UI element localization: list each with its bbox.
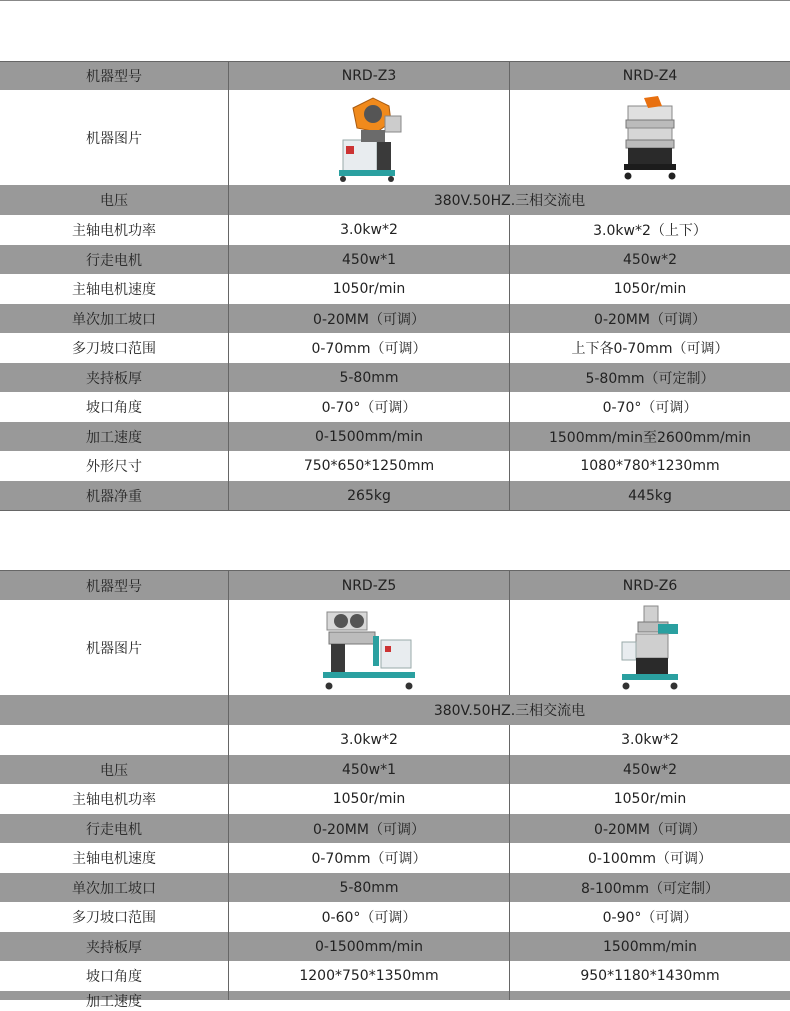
machine-z3-image	[333, 92, 405, 184]
spec-value: 0-70mm（可调）	[229, 843, 510, 873]
row-label-empty	[0, 695, 229, 725]
spec-row	[0, 333, 790, 363]
spec-row	[0, 422, 790, 451]
spec-value: 950*1180*1430mm	[580, 968, 720, 984]
spec-value: 750*650*1250mm	[229, 451, 510, 481]
spec-value: 1200*750*1350mm	[229, 961, 510, 991]
spec-row	[0, 363, 790, 392]
spec-value: 1050r/min	[613, 281, 687, 297]
machine-image-cell	[510, 90, 790, 185]
spec-row	[0, 451, 790, 481]
spec-row	[0, 843, 790, 873]
row-label: 坡口角度	[0, 961, 229, 991]
spec-value-cut	[510, 991, 790, 1000]
row-label: 单次加工坡口	[0, 873, 229, 902]
spec-value: 265kg	[229, 481, 510, 510]
spec-value: 0-70mm（可调）	[229, 333, 510, 363]
spec-value: 1050r/min	[229, 274, 510, 304]
spec-value: 3.0kw*2（上下）	[593, 223, 707, 239]
row-label: 多刀坡口范围	[0, 333, 229, 363]
machine-image-cell	[510, 600, 790, 695]
voltage-row	[0, 695, 790, 725]
model-name: NRD-Z5	[229, 571, 510, 600]
spec-row	[0, 481, 790, 510]
machine-z5-image	[319, 602, 419, 694]
spec-row	[0, 902, 790, 932]
row-label: 主轴电机速度	[0, 843, 229, 873]
row-label: 外形尺寸	[0, 451, 229, 481]
spec-row	[0, 725, 790, 755]
spec-row	[0, 784, 790, 814]
header-label: 机器型号	[0, 571, 229, 600]
row-label: 行走电机	[0, 814, 229, 843]
machine-image-cell	[229, 600, 510, 695]
row-label: 单次加工坡口	[0, 304, 229, 333]
row-label: 主轴电机速度	[0, 274, 229, 304]
top-border	[0, 0, 790, 1]
spec-value-cut	[229, 991, 510, 1000]
model-name: NRD-Z4	[622, 68, 678, 84]
model-name: NRD-Z3	[229, 62, 510, 90]
spec-value: 0-20MM（可调）	[229, 814, 510, 843]
spec-value: 0-100mm（可调）	[588, 851, 712, 867]
header-row	[0, 571, 790, 600]
spec-value: 0-90°（可调）	[602, 910, 698, 926]
table-border	[0, 510, 790, 511]
spec-row	[0, 873, 790, 902]
image-row	[0, 600, 790, 695]
spec-value: 1500mm/min至2600mm/min	[548, 429, 752, 446]
spec-value: 5-80mm	[229, 363, 510, 392]
spec-value: 1050r/min	[613, 791, 687, 807]
row-label: 主轴电机功率	[0, 215, 229, 245]
spec-row	[0, 814, 790, 843]
header-row	[0, 62, 790, 90]
spec-value: 450w*1	[229, 755, 510, 784]
row-label: 坡口角度	[0, 392, 229, 422]
row-label: 夹持板厚	[0, 932, 229, 961]
row-label: 主轴电机功率	[0, 784, 229, 814]
image-row-label: 机器图片	[0, 600, 229, 695]
row-label: 行走电机	[0, 245, 229, 274]
row-label: 加工速度	[0, 422, 229, 451]
header-label: 机器型号	[0, 62, 229, 90]
spec-value: 0-20MM（可调）	[229, 304, 510, 333]
spec-row	[0, 961, 790, 991]
spec-value: 0-20MM（可调）	[594, 311, 706, 328]
spec-value: 0-70°（可调）	[229, 392, 510, 422]
image-row	[0, 90, 790, 185]
row-label: 电压	[0, 755, 229, 784]
voltage-value: 380V.50HZ.三相交流电	[433, 193, 586, 209]
spec-value: 1500mm/min	[602, 938, 698, 955]
spec-row	[0, 392, 790, 422]
spec-row	[0, 755, 790, 784]
top-border-tick	[229, 0, 230, 1]
spec-row	[0, 274, 790, 304]
machine-z4-image	[614, 92, 686, 184]
voltage-value: 380V.50HZ.三相交流电	[433, 703, 586, 719]
machine-image-cell	[229, 90, 510, 185]
voltage-row	[0, 185, 790, 215]
spec-row	[0, 304, 790, 333]
spec-row	[0, 245, 790, 274]
model-name: NRD-Z6	[622, 577, 678, 594]
spec-value: 8-100mm（可定制）	[581, 880, 719, 897]
spec-value: 0-60°（可调）	[229, 902, 510, 932]
spec-value: 5-80mm（可定制）	[585, 370, 715, 387]
spec-value: 1080*780*1230mm	[580, 458, 720, 474]
row-label: 夹持板厚	[0, 363, 229, 392]
spec-value: 0-20MM（可调）	[594, 821, 706, 838]
spec-value: 450w*2	[622, 761, 678, 778]
spec-value: 0-1500mm/min	[229, 932, 510, 961]
spec-value: 1050r/min	[229, 784, 510, 814]
image-row-label: 机器图片	[0, 90, 229, 185]
spec-value: 450w*2	[622, 251, 678, 268]
spec-value: 上下各0-70mm（可调）	[571, 341, 729, 357]
row-label: 机器净重	[0, 481, 229, 510]
spec-row-partial	[0, 991, 790, 1010]
top-border-tick	[510, 0, 511, 1]
row-label: 加工速度	[0, 991, 229, 1000]
row-label-empty	[0, 725, 229, 755]
spec-row	[0, 932, 790, 961]
spec-value: 3.0kw*2	[229, 215, 510, 245]
spec-row	[0, 215, 790, 245]
spec-value: 3.0kw*2	[621, 732, 679, 748]
spec-value: 450w*1	[229, 245, 510, 274]
row-label: 电压	[0, 185, 229, 215]
spec-value: 5-80mm	[229, 873, 510, 902]
spec-value: 0-1500mm/min	[229, 422, 510, 451]
spec-value: 0-70°（可调）	[602, 400, 698, 416]
spec-value: 3.0kw*2	[229, 725, 510, 755]
spec-value: 445kg	[628, 487, 672, 504]
machine-z6-image	[618, 602, 682, 694]
row-label: 多刀坡口范围	[0, 902, 229, 932]
